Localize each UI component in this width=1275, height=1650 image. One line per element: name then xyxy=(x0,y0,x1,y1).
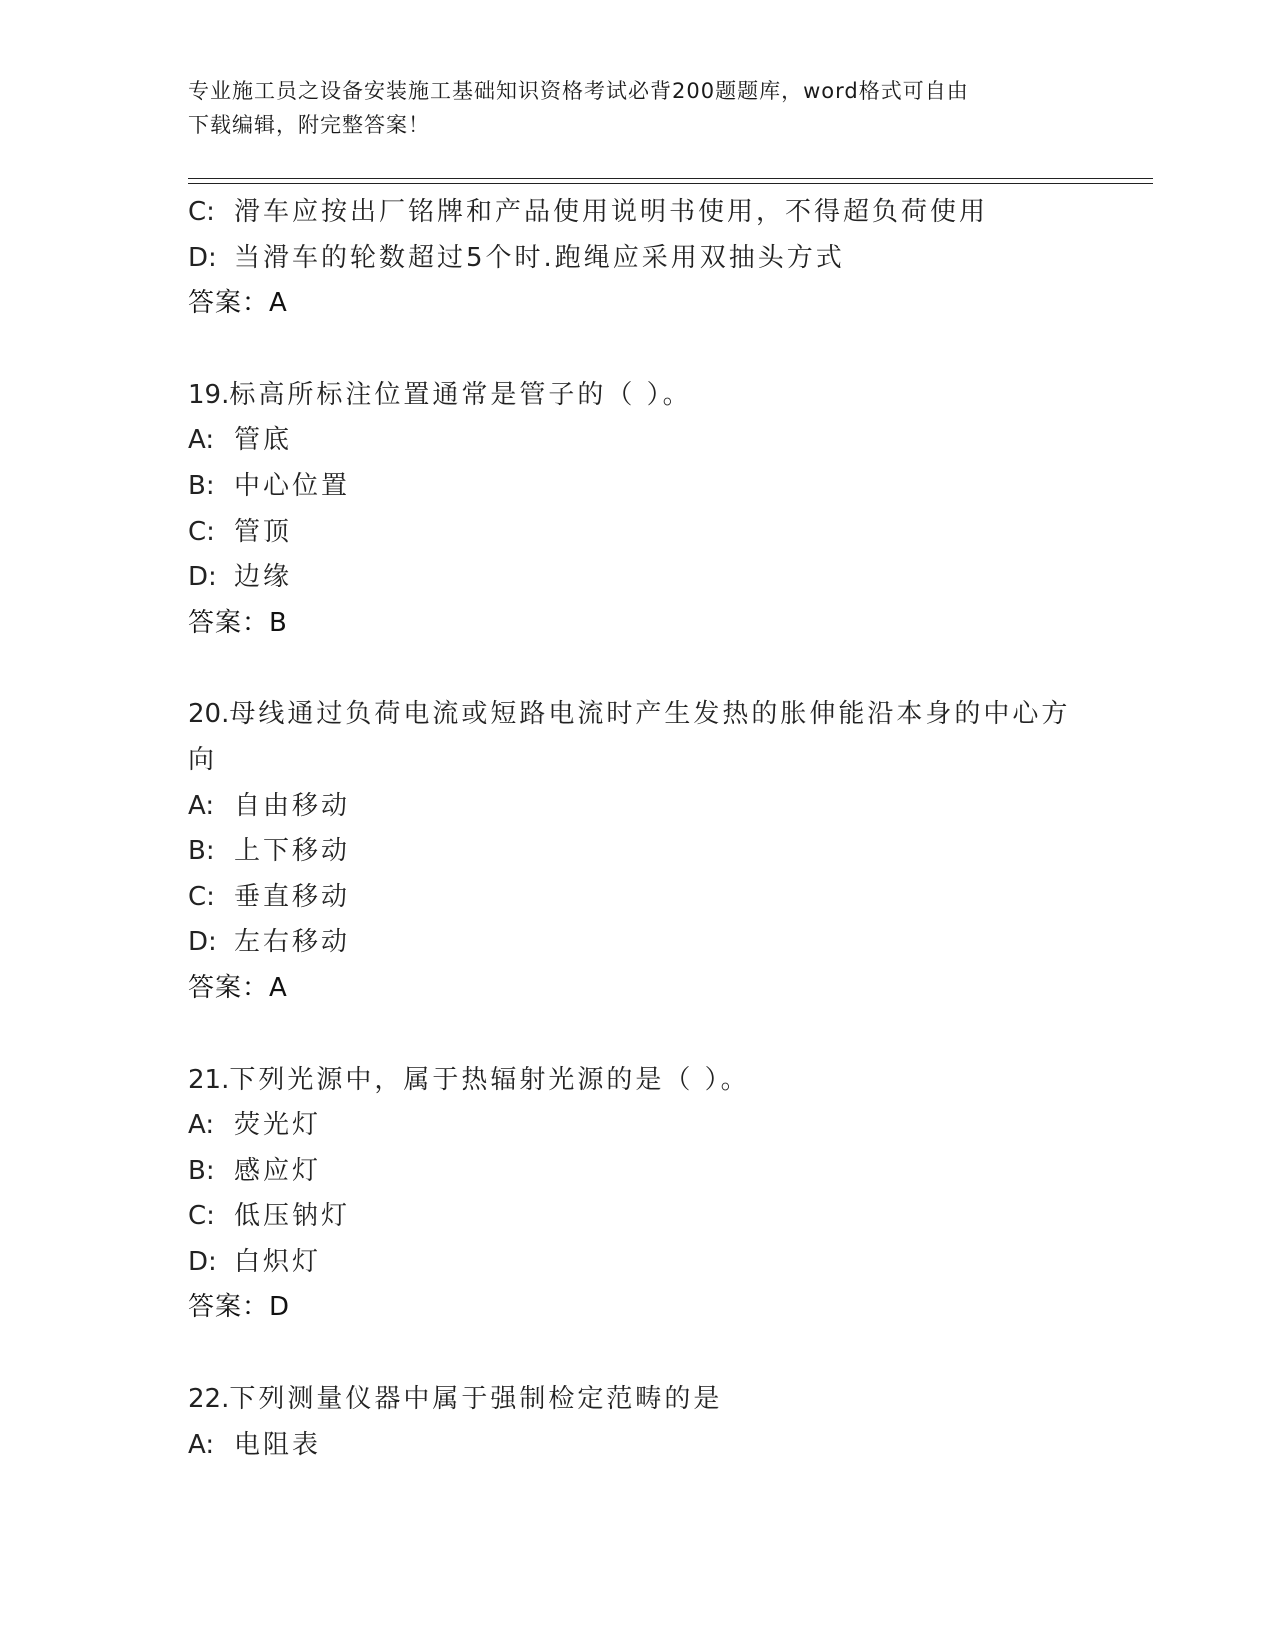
option-text: 当滑车的轮数超过5个时.跑绳应采用双抽头方式 xyxy=(234,242,845,273)
option-text: 边缘 xyxy=(234,562,293,593)
option-text: 管底 xyxy=(234,425,293,456)
option-a xyxy=(188,1423,1108,1469)
option-key: B: xyxy=(188,470,215,501)
option-c xyxy=(188,875,1108,921)
header-line-2: 下载编辑，附完整答案！ xyxy=(188,113,430,137)
question-block-21 xyxy=(188,1058,1108,1332)
question-text: 下列测量仪器中属于强制检定范畴的是 xyxy=(229,1384,723,1415)
question-number: 21. xyxy=(188,1064,230,1095)
question-stem xyxy=(188,1058,1108,1104)
question-number: 22. xyxy=(188,1384,230,1415)
option-key: C: xyxy=(188,881,215,912)
answer-line: 答案：A xyxy=(188,972,288,1003)
option-c xyxy=(188,1194,1108,1240)
option-key: D: xyxy=(188,927,217,958)
question-stem xyxy=(188,692,1108,738)
option-c xyxy=(188,190,1108,236)
option-text: 滑车应按出厂铭牌和产品使用说明书使用，不得超负荷使用 xyxy=(234,197,989,227)
option-key: C: xyxy=(188,1201,215,1232)
option-key: C: xyxy=(188,516,215,547)
question-block-19 xyxy=(188,373,1108,647)
answer-line: 答案：B xyxy=(188,607,288,638)
option-text: 上下移动 xyxy=(234,836,351,867)
option-key: A: xyxy=(188,425,215,456)
option-key: A: xyxy=(188,1429,215,1460)
header-divider-top xyxy=(188,178,1153,179)
option-d xyxy=(188,1240,1108,1286)
spacer xyxy=(188,327,1108,373)
option-text: 电阻表 xyxy=(234,1429,322,1460)
question-stem xyxy=(188,373,1108,419)
option-a xyxy=(188,784,1108,830)
option-b xyxy=(188,1149,1108,1195)
answer-line: 答案：A xyxy=(188,288,288,319)
option-c xyxy=(188,510,1108,556)
document-header xyxy=(188,74,1088,142)
option-text: 自由移动 xyxy=(234,790,351,821)
question-stem xyxy=(188,1377,1108,1423)
prev-question-block xyxy=(188,190,1108,327)
option-text: 中心位置 xyxy=(234,470,351,501)
question-text: 母线通过负荷电流或短路电流时产生发热的胀伸能沿本身的中心方 xyxy=(229,699,1071,730)
spacer xyxy=(188,1012,1108,1058)
option-text: 管顶 xyxy=(234,516,293,547)
option-d xyxy=(188,555,1108,601)
option-key: A: xyxy=(188,790,215,821)
option-text: 低压钠灯 xyxy=(234,1201,351,1232)
option-text: 左右移动 xyxy=(234,927,351,958)
option-a xyxy=(188,418,1108,464)
header-line-1: 专业施工员之设备安装施工基础知识资格考试必背200题题库，word格式可自由 xyxy=(188,79,969,103)
question-block-20 xyxy=(188,692,1108,1011)
question-list xyxy=(188,190,1108,1468)
question-block-22 xyxy=(188,1377,1108,1468)
option-key: C: xyxy=(188,197,215,227)
option-a xyxy=(188,1103,1108,1149)
option-key: D: xyxy=(188,242,217,273)
option-key: D: xyxy=(188,562,217,593)
option-key: A: xyxy=(188,1110,215,1141)
option-key: D: xyxy=(188,1246,217,1277)
question-number: 19. xyxy=(188,379,230,410)
option-text: 白炽灯 xyxy=(234,1246,322,1277)
option-text: 垂直移动 xyxy=(234,881,351,912)
option-key: B: xyxy=(188,836,215,867)
option-d xyxy=(188,920,1108,966)
question-text: 向 xyxy=(188,744,218,775)
option-d xyxy=(188,236,1108,282)
spacer xyxy=(188,1331,1108,1377)
option-key: B: xyxy=(188,1155,215,1186)
question-stem-continuation xyxy=(188,738,1108,784)
spacer xyxy=(188,646,1108,692)
question-text: 标高所标注位置通常是管子的（ ）。 xyxy=(229,379,692,410)
question-number: 20. xyxy=(188,699,230,730)
option-b xyxy=(188,464,1108,510)
question-text: 下列光源中，属于热辐射光源的是（ ）。 xyxy=(229,1064,750,1095)
option-b xyxy=(188,829,1108,875)
answer-line: 答案：D xyxy=(188,1292,291,1323)
option-text: 荧光灯 xyxy=(234,1110,322,1141)
option-text: 感应灯 xyxy=(234,1155,322,1186)
header-divider-bottom xyxy=(188,183,1153,184)
